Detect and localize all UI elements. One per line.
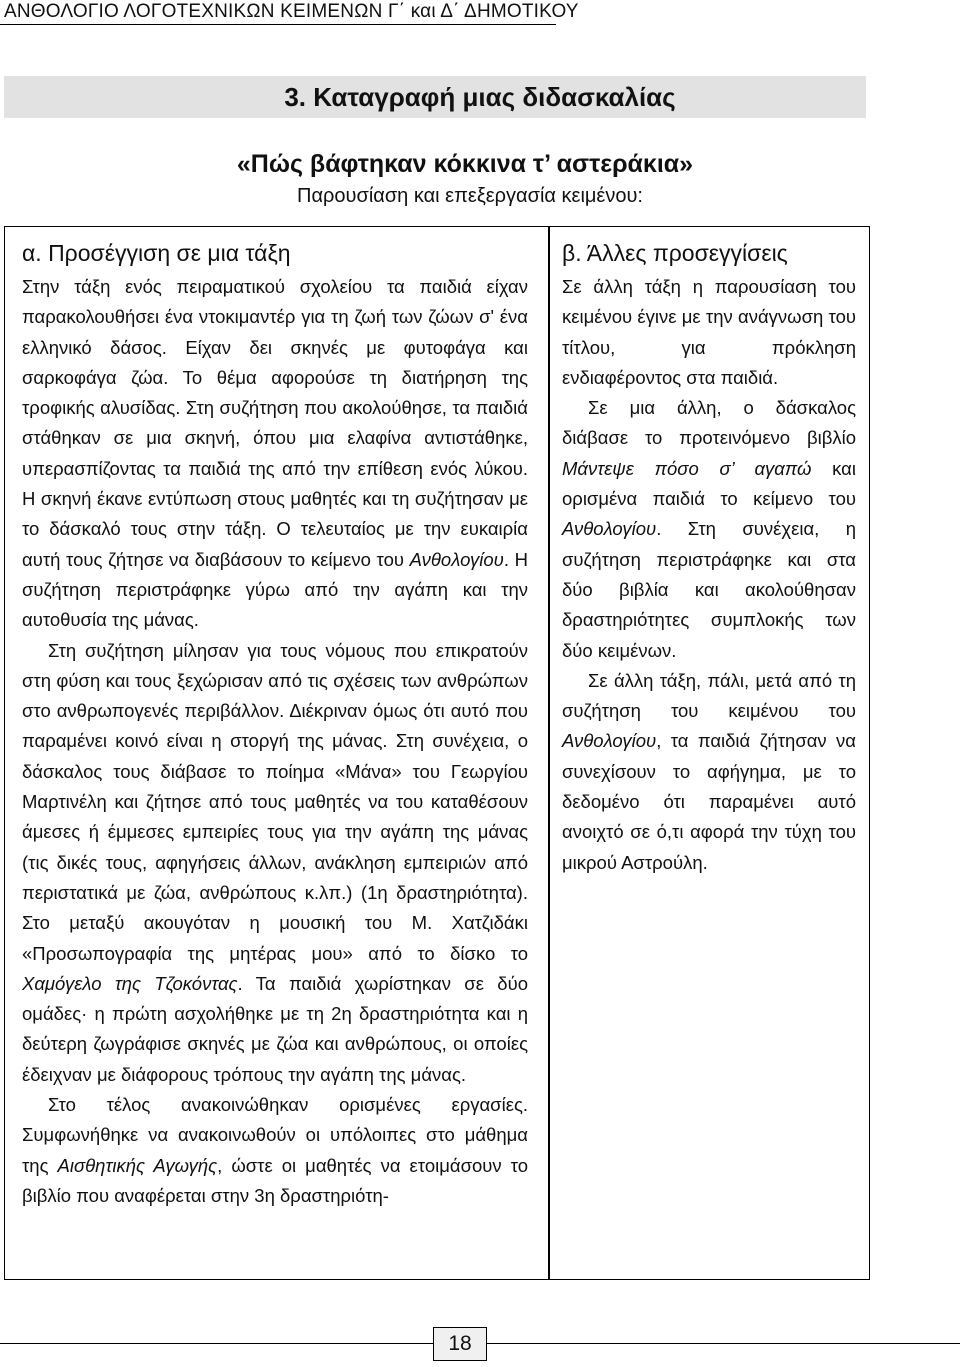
section-title: 3. Καταγραφή μιας διδασκαλίας [284, 82, 676, 112]
work-title: «Πώς βάφτηκαν κόκκινα τ’ αστεράκια» [236, 150, 694, 178]
page-number: 18 [433, 1327, 487, 1361]
work-subtitle: Παρουσίαση και επεξεργασία κειμένου: [297, 185, 643, 207]
right-paragraph-3: Σε άλλη τάξη, πάλι, μετά από τη συζήτηση του κειμένου του Ανθολογίου, τα παιδιά ζήτησαν να συνεχίσουν το αφήγημα, με το δεδομένο ότι παραμένει αυτό ανοιχτό σε ό,τι αφορά την τύχη του μικρού Αστρούλη. [562, 669, 856, 873]
left-column [22, 236, 528, 1211]
footer-rule-right [487, 1343, 960, 1344]
right-column [562, 236, 856, 878]
right-column-heading: β. Άλλες προσεγγίσεις [562, 240, 788, 266]
left-paragraph-2: Στη συζήτηση μίλησαν για τους νόμους που επικρατούν στη φύση και τους ξεχώρισαν από τις σχέσεις των ανθρώπων στο ανθρωπογενές περιβάλλον. Διέκριναν όμως ότι αυτό που παραμένει κοινό είναι η στοργή της μάνας. Στη συνέχεια, ο δάσκαλος τους διάβασε το ποίημα «Μάνα» του Γεωργίου Μαρτινέλη και ζήτησε από τους μαθητές να του καταθέσουν άμεσες ή έμμεσες εμπειρίες τους για την αγάπη της μάνας (τις δικές τους, αφηγήσεις άλλων, ανάκληση εμπειριών από περιστατικά με ζώα, ανθρώπους κ.λπ.) (1η δραστηριότητα). Στο μεταξύ ακουγόταν η μουσική του Μ. Χατζιδάκι «Προσωπογραφία της μητέρας μου» από το δίσκο το Χαμόγελο της Τζοκόντας. Τα παιδιά χωρίστηκαν σε δύο ομάδες· η πρώτη ασχολήθηκε με τη 2η δραστηριότητα και η δεύτερη ζωγράφισε σκηνές με ζώα και ανθρώπους, οι οποίες έδειχναν με διάφορους τρόπους την αγάπη της μάνας. [22, 639, 528, 1085]
footer-rule-left [0, 1343, 433, 1344]
right-paragraph-2: Σε μια άλλη, ο δάσκαλος διάβασε το προτεινόμενο βιβλίο Μάντεψε πόσο σ’ αγαπώ και ορισμένα παιδιά το κείμενο του Ανθολογίου. Στη συνέχεια, η συζήτηση περιστράφηκε και στα δύο βιβλία και ακολούθησαν δραστηριότητες συμπλοκής των δύο κειμένων. [562, 397, 856, 661]
left-column-heading: α. Προσέγγιση σε μια τάξη [22, 240, 291, 266]
left-paragraph-3: Στο τέλος ανακοινώθηκαν ορισμένες εργασίες. Συμφωνήθηκε να ανακοινωθούν οι υπόλοιπες στο μάθημα της Αισθητικής Αγωγής, ώστε οι μαθητές να ετοιμάσουν το βιβλίο που αναφέρεται στην 3η δραστηριότη- [22, 1094, 528, 1206]
left-paragraph-1: Στην τάξη ενός πειραματικού σχολείου τα παιδιά είχαν παρακολουθήσει ένα ντοκιμαντέρ για τη ζωή των ζώων σ' ένα ελληνικό δάσος. Είχαν δει σκηνές με φυτοφάγα και σαρκοφάγα ζώα. Το θέμα αφορούσε τη διατήρηση της τροφικής αλυσίδας. Στη συζήτηση που ακολούθησε, τα παιδιά στάθηκαν σε μια σκηνή, όπου μια ελαφίνα αντιστάθηκε, υπερασπίζοντας τα παιδιά της από την επίθεση ενός λύκου. Η σκηνή έκανε εντύπωση στους μαθητές και τη συζήτησαν με το δάσκαλό τους στην τάξη. Ο τελευταίος με την ευκαιρία αυτή τους ζήτησε να διαβάσουν το κείμενο του Ανθολογίου. Η συζήτηση περιστράφηκε γύρω από την αγάπη και την αυτοθυσία της μάνας. [22, 276, 528, 631]
right-paragraph-1: Σε άλλη τάξη η παρουσίαση του κειμένου έγινε με την ανάγνωση του τίτλου, για πρόκληση ενδιαφέροντος στα παιδιά. [562, 276, 856, 388]
header-rule [0, 24, 556, 25]
running-header: ΑΝΘΟΛΟΓΙΟ ΛΟΓΟΤΕΧΝΙΚΩΝ ΚΕΙΜΕΝΩΝ Γ΄ και Δ΄ ΔΗΜΟΤΙΚΟΥ [4, 1, 579, 22]
